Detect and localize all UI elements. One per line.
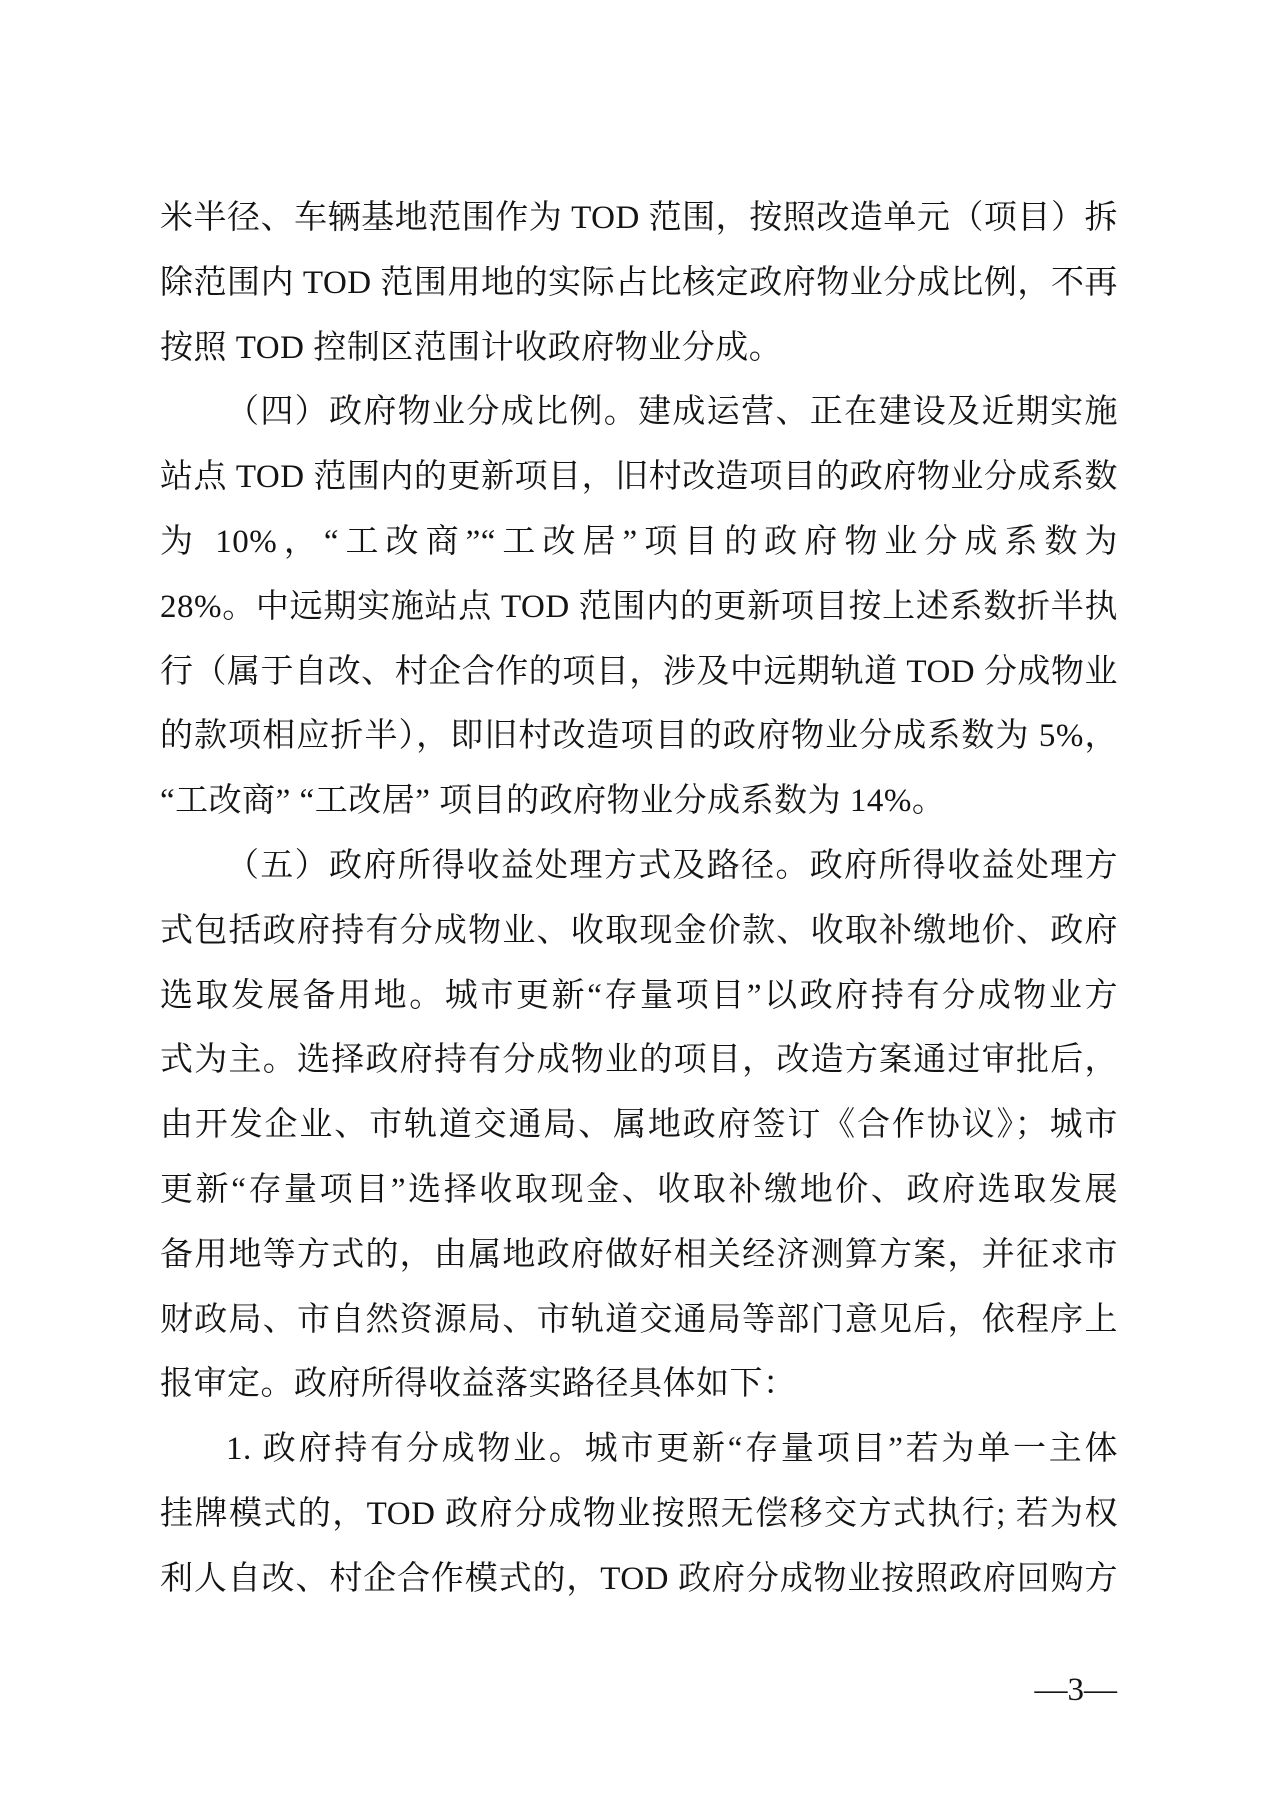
text-line: 28%。中远期实施站点 TOD 范围内的更新项目按上述系数折半执 [160,588,1118,625]
text-line: 除范围内 TOD 范围用地的实际占比核定政府物业分成比例，不再 [160,264,1118,301]
text-line: （四）政府物业分成比例。建成运营、正在建设及近期实施 [226,394,1118,431]
text-line: 式为主。选择政府持有分成物业的项目，改造方案通过审批后， [160,1042,1118,1079]
text-line: 式包括政府持有分成物业、收取现金价款、收取补缴地价、政府 [160,912,1118,949]
text-line: 备用地等方式的，由属地政府做好相关经济测算方案，并征求市 [160,1236,1118,1273]
text-line: 选取发展备用地。城市更新“存量项目”以政府持有分成物业方 [160,977,1118,1014]
text-line: 1. 政府持有分成物业。城市更新“存量项目”若为单一主体 [226,1431,1118,1468]
page-number: —3— [1034,1672,1117,1708]
text-line: 站点 TOD 范围内的更新项目，旧村改造项目的政府物业分成系数 [160,459,1118,496]
text-line: 报审定。政府所得收益落实路径具体如下： [160,1366,797,1403]
text-line: 更新“存量项目”选择收取现金、收取补缴地价、政府选取发展 [160,1171,1118,1208]
text-line: （五）政府所得收益处理方式及路径。政府所得收益处理方 [226,847,1118,884]
text-line: 的款项相应折半），即旧村改造项目的政府物业分成系数为 5%， [160,718,1118,755]
text-line: 利人自改、村企合作模式的，TOD 政府分成物业按照政府回购方 [160,1560,1118,1597]
text-line: 米半径、车辆基地范围作为 TOD 范围，按照改造单元（项目）拆 [160,200,1118,236]
text-block [160,186,1118,1612]
text-line: 为 10%，“工改商”“工改居”项目的政府物业分成系数为 [160,523,1118,560]
text-line: 挂牌模式的，TOD 政府分成物业按照无偿移交方式执行; 若为权 [160,1495,1118,1532]
text-line: 由开发企业、市轨道交通局、属地政府签订《合作协议》；城市 [160,1107,1118,1144]
text-line: 行（属于自改、村企合作的项目，涉及中远期轨道 TOD 分成物业 [160,653,1118,690]
text-line: “工改商” “工改居” 项目的政府物业分成系数为 14%。 [160,783,946,820]
text-line: 财政局、市自然资源局、市轨道交通局等部门意见后，依程序上 [160,1301,1118,1338]
text-line: 按照 TOD 控制区范围计收政府物业分成。 [160,329,783,366]
